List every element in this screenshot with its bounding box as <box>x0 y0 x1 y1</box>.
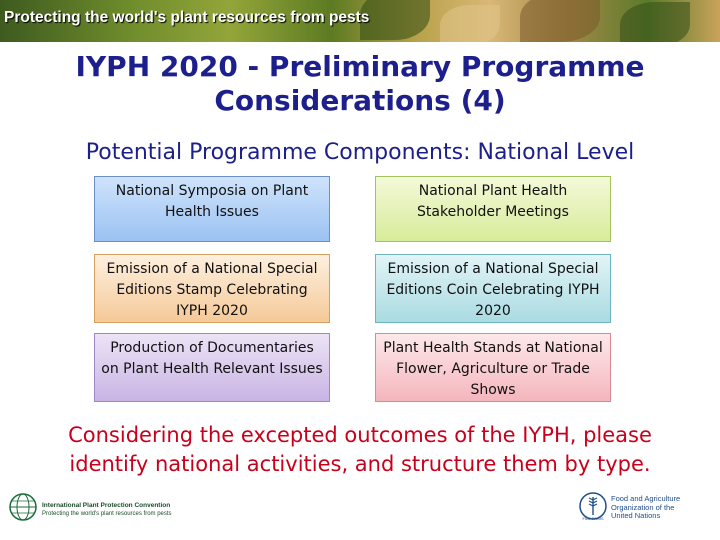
component-box-stakeholder-meetings <box>375 176 611 242</box>
discussion-question-line1: Considering the excepted outcomes of the IYPH, please <box>68 423 652 447</box>
slide-subtitle: Potential Programme Components: National Level <box>85 140 635 165</box>
discussion-question-line2: identify national activities, and structure them by type. <box>69 452 651 476</box>
component-box-coin <box>375 254 611 323</box>
component-box-label: Production of Documentaries on Plant Health Relevant Issues <box>101 340 323 377</box>
slide-title <box>0 50 720 118</box>
fao-wheat-icon <box>578 490 608 522</box>
component-box-label: Plant Health Stands at National Flower, Agriculture or Trade Shows <box>383 340 603 398</box>
component-box-documentaries <box>94 333 330 402</box>
component-box-stamp <box>94 254 330 323</box>
slide-title-line2: Considerations (4) <box>214 84 506 117</box>
header-banner <box>0 0 720 42</box>
component-box-label: National Plant Health Stakeholder Meetings <box>417 183 569 220</box>
banner-leaf-decoration <box>440 5 500 42</box>
ippc-globe-icon <box>8 492 38 522</box>
fao-name: Food and Agriculture Organization of the United Nations <box>611 494 681 520</box>
banner-slogan: Protecting the world's plant resources from pests <box>4 9 370 26</box>
component-box-symposia <box>94 176 330 242</box>
ippc-tagline: Protecting the world's plant resources from pests <box>42 511 172 517</box>
slide-title-line1: IYPH 2020 - Preliminary Programme <box>75 50 645 83</box>
component-box-label: National Symposia on Plant Health Issues <box>115 183 309 220</box>
svg-text:FIAT PANIS: FIAT PANIS <box>582 516 604 521</box>
ippc-name <box>42 502 170 510</box>
ippc-name-text: International Plant Protection Convention <box>42 502 171 509</box>
component-box-stands <box>375 333 611 402</box>
component-box-label: Emission of a National Special Editions Stamp Celebrating IYPH 2020 <box>106 261 318 319</box>
component-box-label: Emission of a National Special Editions Coin Celebrating IYPH 2020 <box>386 261 600 319</box>
discussion-question <box>0 421 720 479</box>
banner-leaf-decoration <box>620 2 690 42</box>
banner-leaf-decoration <box>360 0 430 40</box>
banner-leaf-decoration <box>520 0 600 42</box>
